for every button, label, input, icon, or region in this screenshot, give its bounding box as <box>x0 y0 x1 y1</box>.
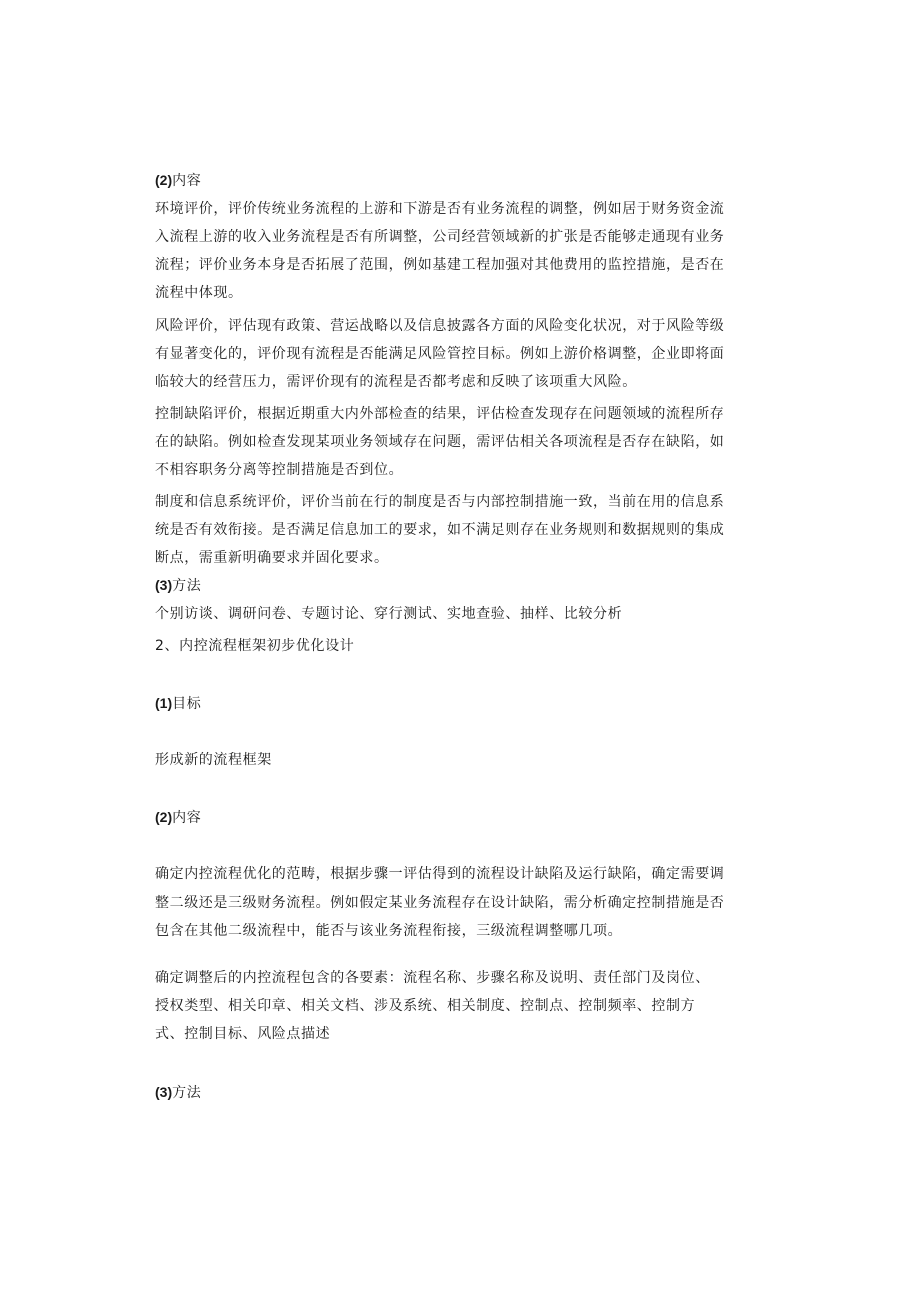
paragraph-line: 包含在其他二级流程中，能否与该业务流程衔接，三级流程调整哪几项。 <box>155 923 623 939</box>
section2-method-heading <box>155 1083 201 1102</box>
heading-label: 方法 <box>172 1085 202 1101</box>
section2-content-heading <box>155 808 201 827</box>
paragraph-line: 整二级还是三级财务流程。例如假定某业务流程存在设计缺陷，需分析确定控制措施是否 <box>155 895 725 911</box>
heading-number: (2) <box>155 172 173 188</box>
paragraph-line: 式、控制目标、风险点描述 <box>155 1026 331 1042</box>
section1-content-heading <box>155 171 201 190</box>
heading-label: 目标 <box>172 696 202 712</box>
section1-method-heading <box>155 576 201 595</box>
paragraph-line: 确定内控流程优化的范畴，根据步骤一评估得到的流程设计缺陷及运行缺陷，确定需要调 <box>155 866 725 882</box>
paragraph-line: 控制缺陷评价，根据近期重大内外部检查的结果，评估检查发现存在问题领域的流程所存 <box>155 406 725 422</box>
heading-number: (1) <box>155 695 173 711</box>
paragraph-line: 环境评价，评价传统业务流程的上游和下游是否有业务流程的调整，例如居于财务资金流 <box>155 201 725 217</box>
paragraph-line: 统是否有效衔接。是否满足信息加工的要求，如不满足则存在业务规则和数据规则的集成 <box>155 522 725 538</box>
paragraph-line: 确定调整后的内控流程包含的各要素：流程名称、步骤名称及说明、责任部门及岗位、 <box>155 970 710 986</box>
paragraph-line: 断点，需重新明确要求并固化要求。 <box>155 550 389 566</box>
paragraph-line: 在的缺陷。例如检查发现某项业务领域存在问题，需评估相关各项流程是否存在缺陷，如 <box>155 434 725 450</box>
paragraph-line: 授权类型、相关印章、相关文档、涉及系统、相关制度、控制点、控制频率、控制方 <box>155 998 696 1014</box>
heading-label: 内容 <box>172 810 202 826</box>
paragraph-line: 临较大的经营压力，需评价现有的流程是否都考虑和反映了该项重大风险。 <box>155 374 637 390</box>
heading-number: (2) <box>155 809 173 825</box>
section2-title: 2、内控流程框架初步优化设计 <box>155 638 355 654</box>
heading-label: 内容 <box>172 173 202 189</box>
heading-number: (3) <box>155 1084 173 1100</box>
paragraph-line: 入流程上游的收入业务流程是否有所调整，公司经营领域新的扩张是否能够走通现有业务 <box>155 229 725 245</box>
paragraph-line: 流程；评价业务本身是否拓展了范围，例如基建工程加强对其他费用的监控措施，是否在 <box>155 257 725 273</box>
goal-text: 形成新的流程框架 <box>155 752 272 768</box>
paragraph-line: 有显著变化的，评价现有流程是否能满足风险管控目标。例如上游价格调整，企业即将面 <box>155 346 725 362</box>
heading-label: 方法 <box>172 578 202 594</box>
heading-number: (3) <box>155 577 173 593</box>
paragraph-line: 制度和信息系统评价，评价当前在行的制度是否与内部控制措施一致，当前在用的信息系 <box>155 494 725 510</box>
method-text: 个别访谈、调研问卷、专题讨论、穿行测试、实地查验、抽样、比较分析 <box>155 606 623 622</box>
paragraph-line: 不相容职务分离等控制措施是否到位。 <box>155 462 404 478</box>
section2-goal-heading <box>155 694 201 713</box>
paragraph-line: 风险评价，评估现有政策、营运战略以及信息披露各方面的风险变化状况，对于风险等级 <box>155 318 725 334</box>
paragraph-line: 流程中体现。 <box>155 285 243 301</box>
